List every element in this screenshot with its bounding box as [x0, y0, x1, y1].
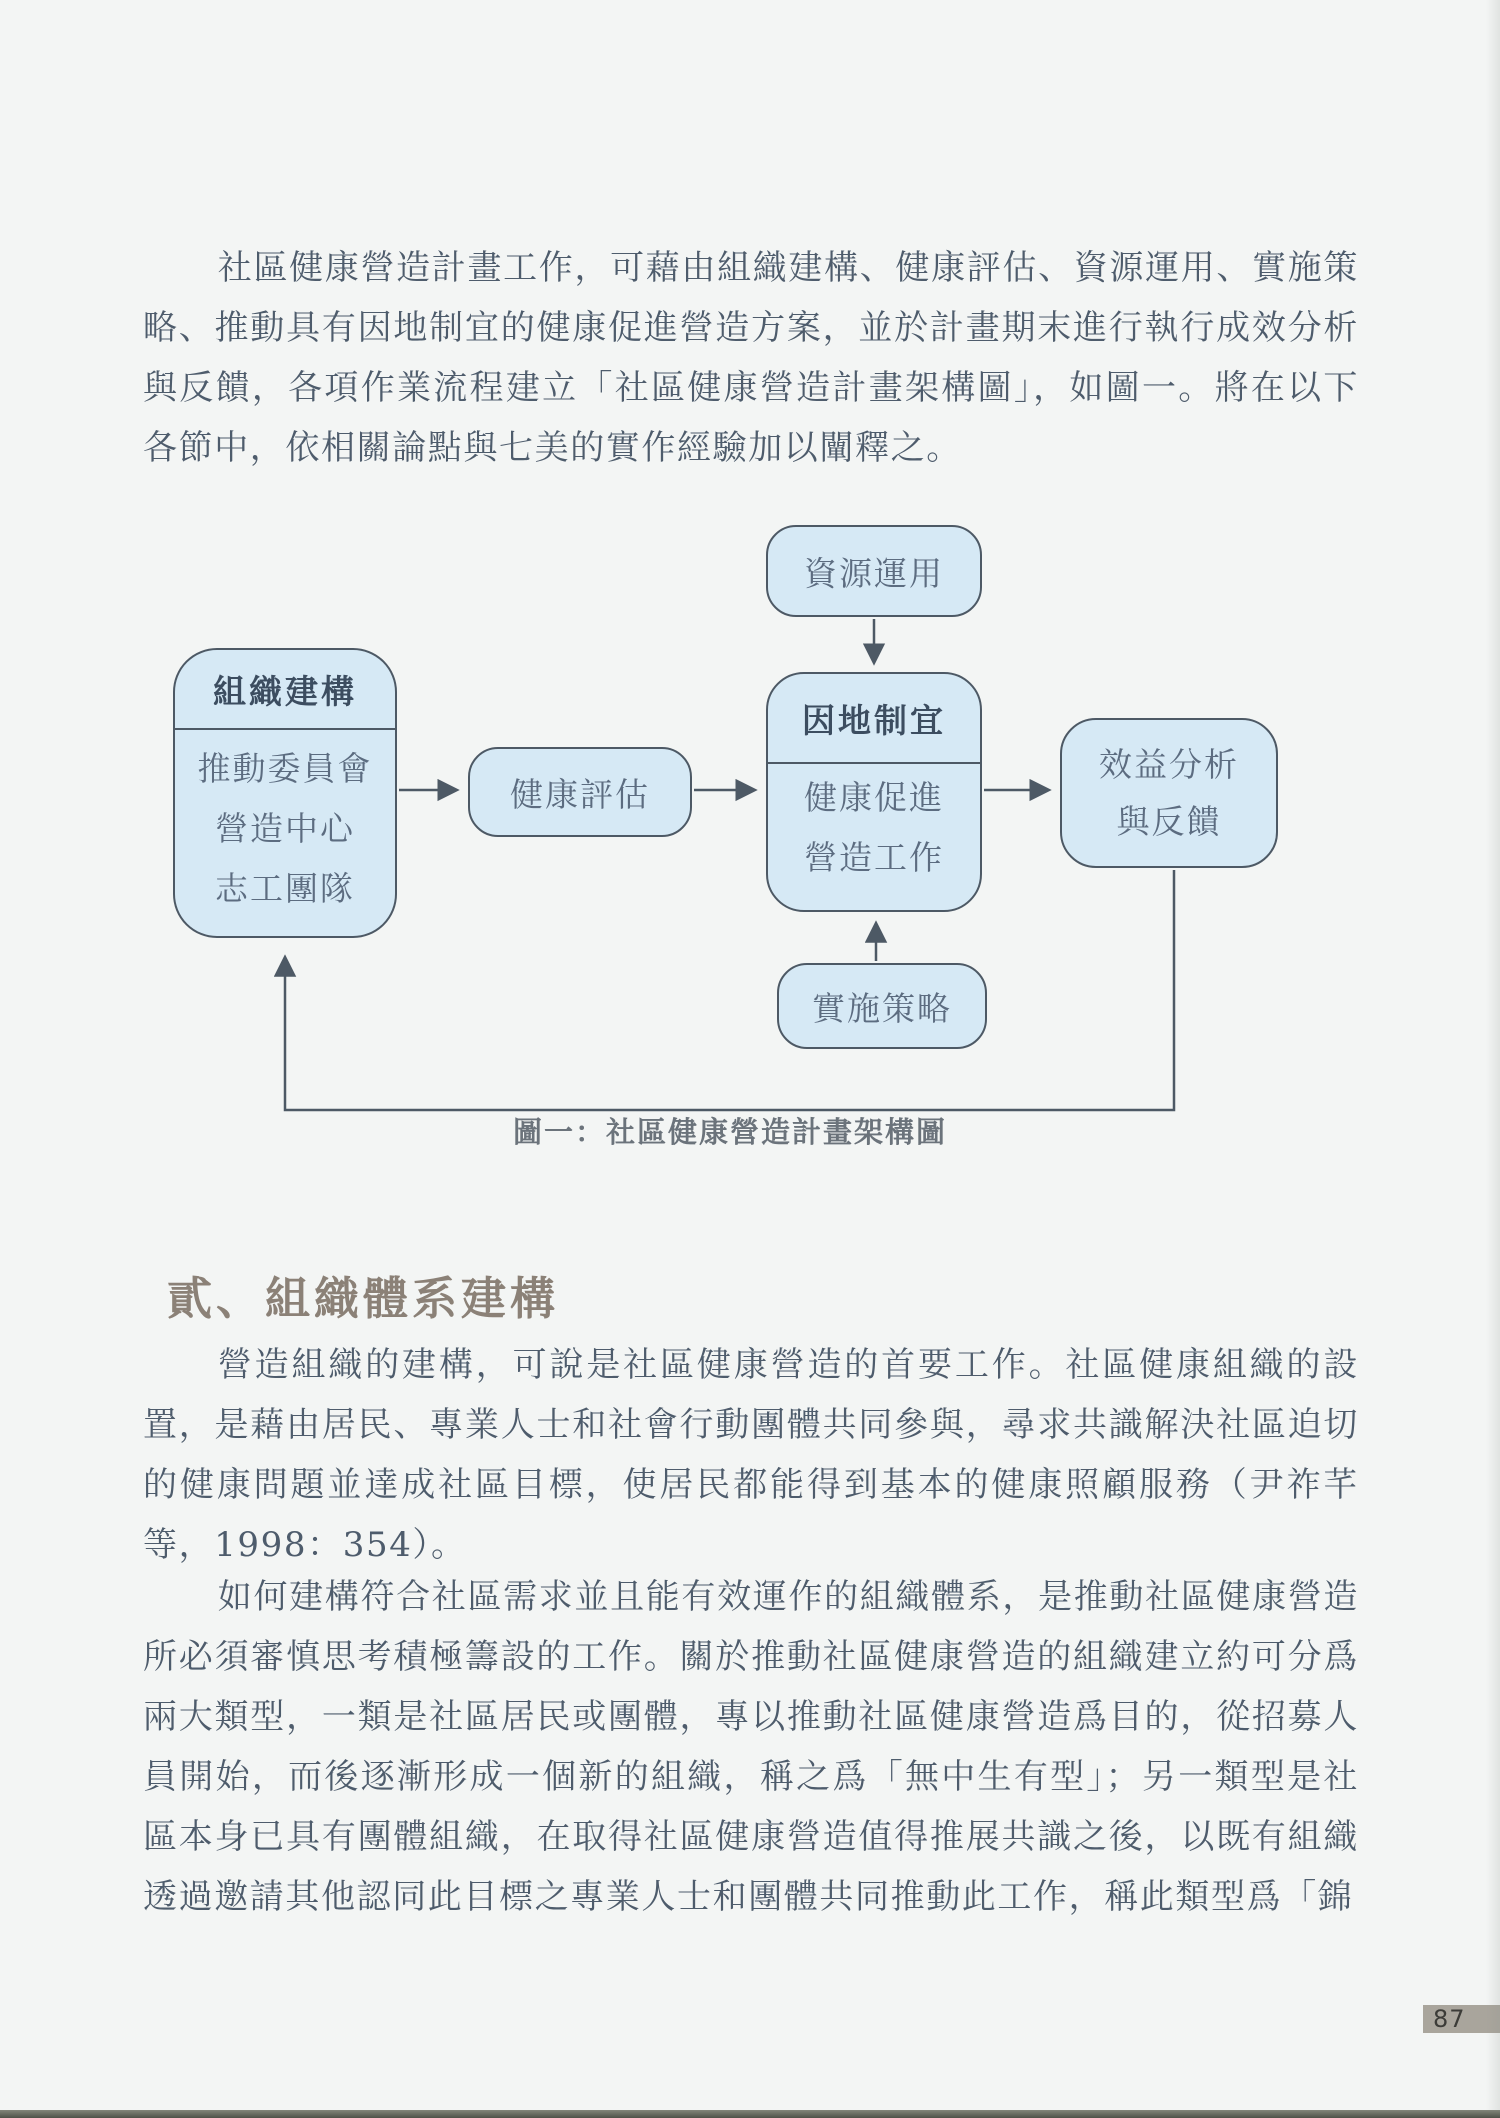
- flow-box-center-line: 營造工作: [804, 838, 944, 877]
- flow-box-organization-item: 志工團隊: [215, 869, 355, 908]
- arrow-feedback-loop: [285, 870, 1174, 1110]
- flow-box-assessment-label: 健康評估: [510, 774, 650, 814]
- paragraph-body-1: 營造組織的建構，可說是社區健康營造的首要工作。社區健康組織的設置，是藉由居民、專業人士和社會行動團體共同參與，尋求共識解決社區迫切的健康問題並達成社區目標，使居民都能得到基本的健康照顧服務（尹祚芊等，1998：354）。: [143, 1345, 1359, 1565]
- flow-box-organization: [173, 648, 397, 938]
- section-heading: 貳、組織體系建構: [167, 1272, 560, 1325]
- flow-box-strategy: [777, 963, 987, 1049]
- flow-box-resource: [766, 525, 982, 617]
- flow-box-center-title: 因地制宜: [768, 674, 980, 764]
- flow-box-center: [766, 672, 982, 912]
- flow-box-strategy-label: 實施策略: [812, 988, 952, 1028]
- scan-edge-bottom: [0, 2110, 1500, 2118]
- figure-caption: 圖一：社區健康營造計畫架構圖: [512, 1115, 947, 1149]
- page-number: 87: [1433, 2005, 1466, 2033]
- flow-box-benefit-line: 效益分析: [1099, 745, 1239, 784]
- flow-box-organization-item: 推動委員會: [197, 749, 373, 788]
- flow-box-organization-title: 組織建構: [175, 650, 395, 730]
- scan-edge-right: [1486, 0, 1500, 2118]
- flow-box-resource-label: 資源運用: [804, 553, 944, 593]
- flow-box-assessment: [468, 747, 692, 837]
- paragraph-intro: 社區健康營造計畫工作，可藉由組織建構、健康評估、資源運用、實施策略、推動具有因地制宜的健康促進營造方案，並於計畫期末進行執行成效分析與反饋，各項作業流程建立「社區健康營造計畫架構圖」，如圖一。將在以下各節中，依相關論點與七美的實作經驗加以闡釋之。: [143, 248, 1359, 468]
- paragraph-body-2: 如何建構符合社區需求並且能有效運作的組織體系，是推動社區健康營造所必須審慎思考積極籌設的工作。關於推動社區健康營造的組織建立約可分爲兩大類型，一類是社區居民或團體，專以推動社區健康營造爲目的，從招募人員開始，而後逐漸形成一個新的組織，稱之爲「無中生有型」；另一類型是社區本身已具有團體組織，在取得社區健康營造值得推展共識之後，以既有組織透過邀請其他認同此目標之專業人士和團體共同推動此工作，稱此類型爲「錦: [143, 1577, 1359, 1917]
- flow-box-center-line: 健康促進: [804, 778, 944, 817]
- flow-box-benefit: [1060, 718, 1278, 868]
- flow-box-organization-item: 營造中心: [215, 809, 355, 848]
- flow-box-benefit-line: 與反饋: [1116, 802, 1222, 841]
